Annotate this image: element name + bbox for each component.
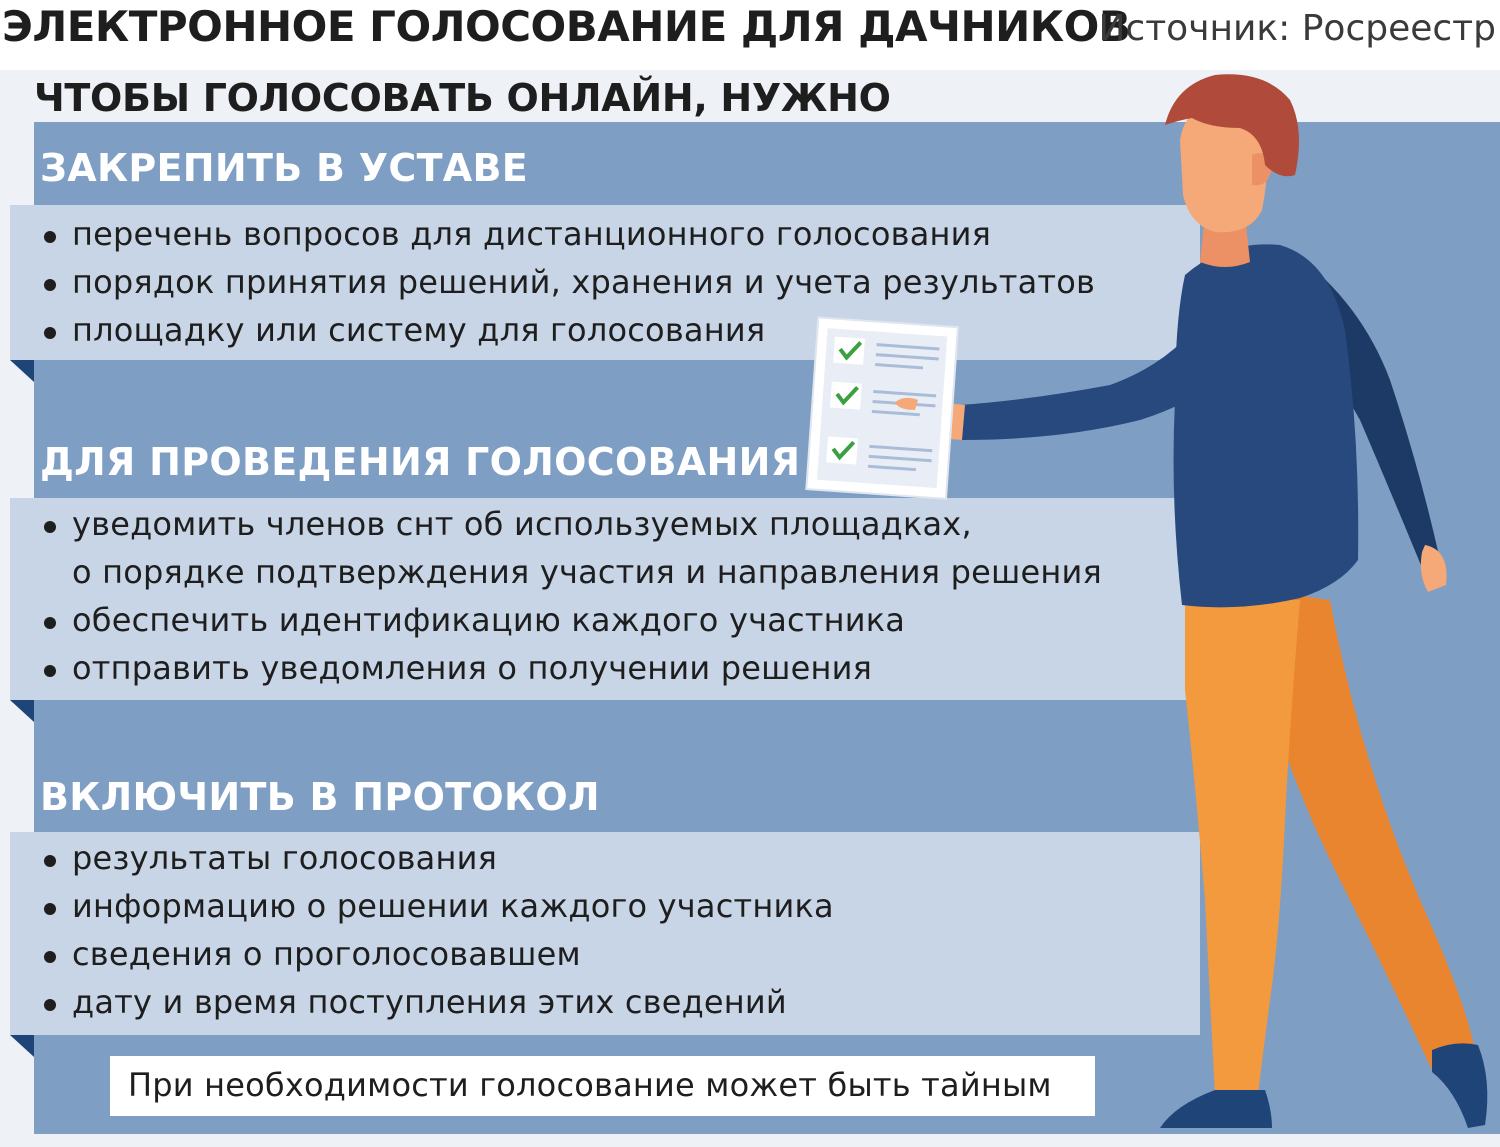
- section-heading-conduct: ДЛЯ ПРОВЕДЕНИЯ ГОЛОСОВАНИЯ: [40, 440, 801, 484]
- list-item: информацию о решении каждого участника: [40, 882, 834, 930]
- front-shoe: [1160, 1090, 1272, 1128]
- list-item: уведомить членов снт об используемых площадках,: [40, 500, 1102, 548]
- section-notch: [10, 1035, 34, 1057]
- page-title: ЭЛЕКТРОННОЕ ГОЛОСОВАНИЕ ДЛЯ ДАЧНИКОВ: [2, 2, 1131, 51]
- list-item: результаты голосования: [40, 834, 834, 882]
- back-hand: [1421, 545, 1447, 592]
- list-item: площадку или систему для голосования: [40, 306, 1095, 354]
- list-item-continuation: о порядке подтверждения участия и направления решения: [72, 553, 1102, 591]
- section-notch: [10, 360, 34, 382]
- list-item: перечень вопросов для дистанционного голосования: [40, 210, 1095, 258]
- front-leg: [1185, 600, 1300, 1095]
- section-list-protocol: [40, 834, 834, 1026]
- section-heading-charter: ЗАКРЕПИТЬ В УСТАВЕ: [40, 146, 529, 190]
- list-item: порядок принятия решений, хранения и учета результатов: [40, 258, 1095, 306]
- list-item: сведения о проголосовавшем: [40, 930, 834, 978]
- list-item: дату и время поступления этих сведений: [40, 978, 834, 1026]
- back-shoe: [1432, 1043, 1487, 1128]
- source-label: Источник: Росреестр: [1098, 8, 1496, 49]
- sweater: [1174, 244, 1359, 607]
- person-illustration: [790, 70, 1500, 1147]
- checklist-document: [806, 317, 958, 498]
- note-text: При необходимости голосование может быть тайным: [128, 1066, 1052, 1104]
- list-item: обеспечить идентификацию каждого участника: [40, 596, 1102, 644]
- subtitle: ЧТОБЫ ГОЛОСОВАТЬ ОНЛАЙН, НУЖНО: [34, 76, 891, 120]
- list-item: отправить уведомления о получении решения: [40, 644, 1102, 692]
- section-notch: [10, 700, 34, 722]
- section-heading-protocol: ВКЛЮЧИТЬ В ПРОТОКОЛ: [40, 775, 600, 819]
